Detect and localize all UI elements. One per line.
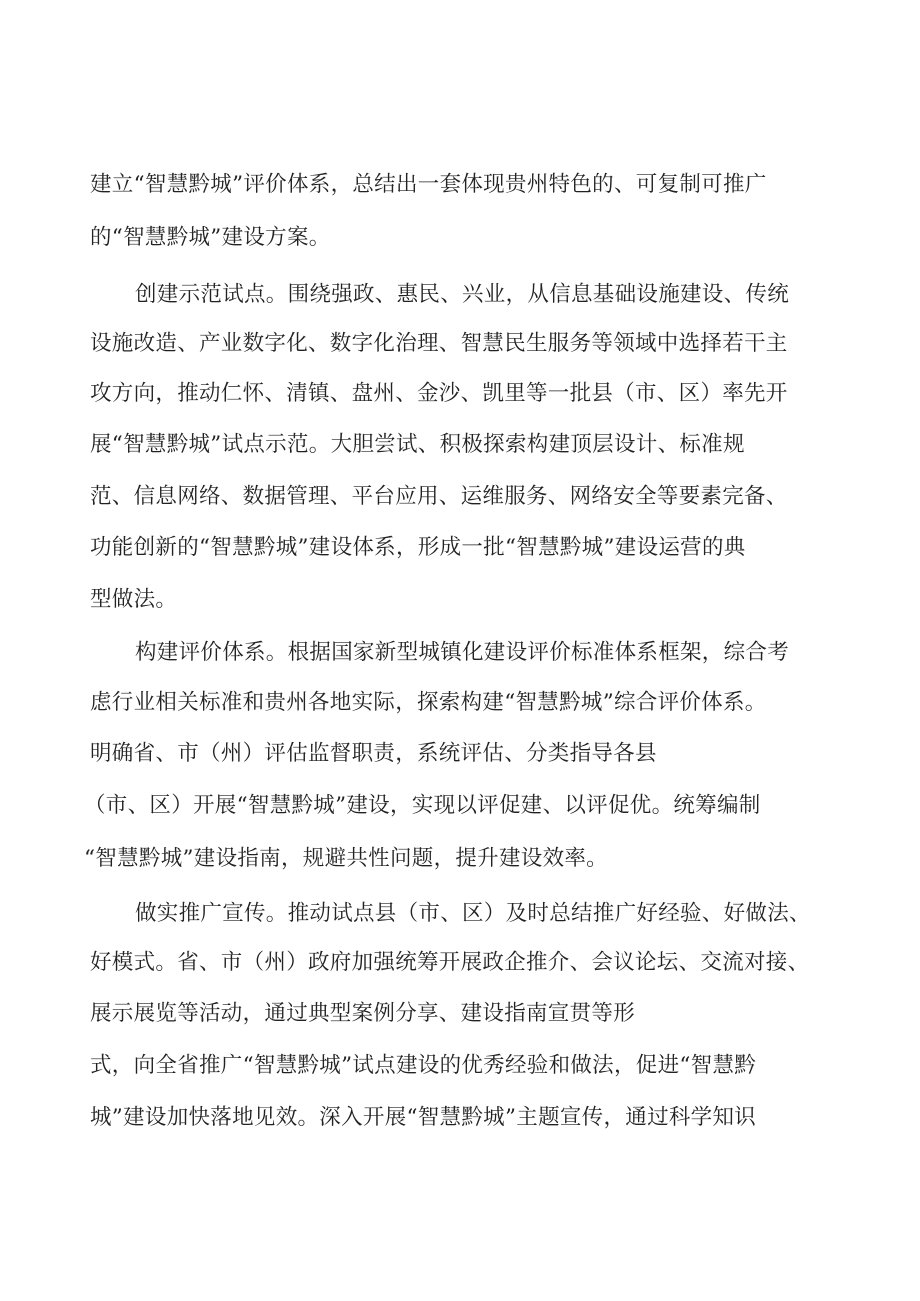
text-line: 建立“智慧黔城”评价体系，总结出一套体现贵州特色的、可复制可推广 [90,172,767,197]
text-line: （市、区）开展“智慧黔城”建设，实现以评促建、以评促优。统筹编制 [84,793,761,818]
text-line: 明确省、市（州）评估监督职责，系统评估、分类指导各县 [90,741,657,766]
paragraph-heading-line: 做实推广宣传。推动试点县（市、区）及时总结推广好经验、好做法、 [135,901,811,926]
text-line: 式，向全省推广“智慧黔城”试点建设的优秀经验和做法，促进“智慧黔 [90,1053,757,1078]
text-line: 的“智慧黔城”建设方案。 [90,225,331,250]
paragraph-heading-line: 构建评价体系。根据国家新型城镇化建设评价标准体系框架，综合考 [135,640,790,665]
text-line: 功能创新的“智慧黔城”建设体系，形成一批“智慧黔城”建设运营的典 [90,535,746,560]
text-line: 展“智慧黔城”试点示范。大胆尝试、积极探索构建顶层设计、标准规 [90,432,745,457]
text-line: 设施改造、产业数字化、数字化治理、智慧民生服务等领域中选择若干主 [90,331,788,356]
text-line: 虑行业相关标准和贵州各地实际，探索构建“智慧黔城”综合评价体系。 [90,690,767,715]
text-line: 城”建设加快落地见效。深入开展“智慧黔城”主题宣传，通过科学知识 [90,1105,757,1130]
text-line: 范、信息网络、数据管理、平台应用、运维服务、网络安全等要素完备、 [90,484,788,509]
text-line: 攻方向，推动仁怀、清镇、盘州、金沙、凯里等一批县（市、区）率先开 [90,381,788,406]
paragraph-heading-line: 创建示范试点。围绕强政、惠民、兴业，从信息基础设施建设、传统 [135,282,790,307]
text-line: 好模式。省、市（州）政府加强统筹开展政企推介、会议论坛、交流对接、 [90,950,810,975]
text-line: “智慧黔城”建设指南，规避共性问题，提升建设效率。 [84,846,608,871]
text-line: 展示展览等活动，通过典型案例分享、建设指南宣贯等形 [90,1001,636,1026]
text-line: 型做法。 [90,587,178,612]
